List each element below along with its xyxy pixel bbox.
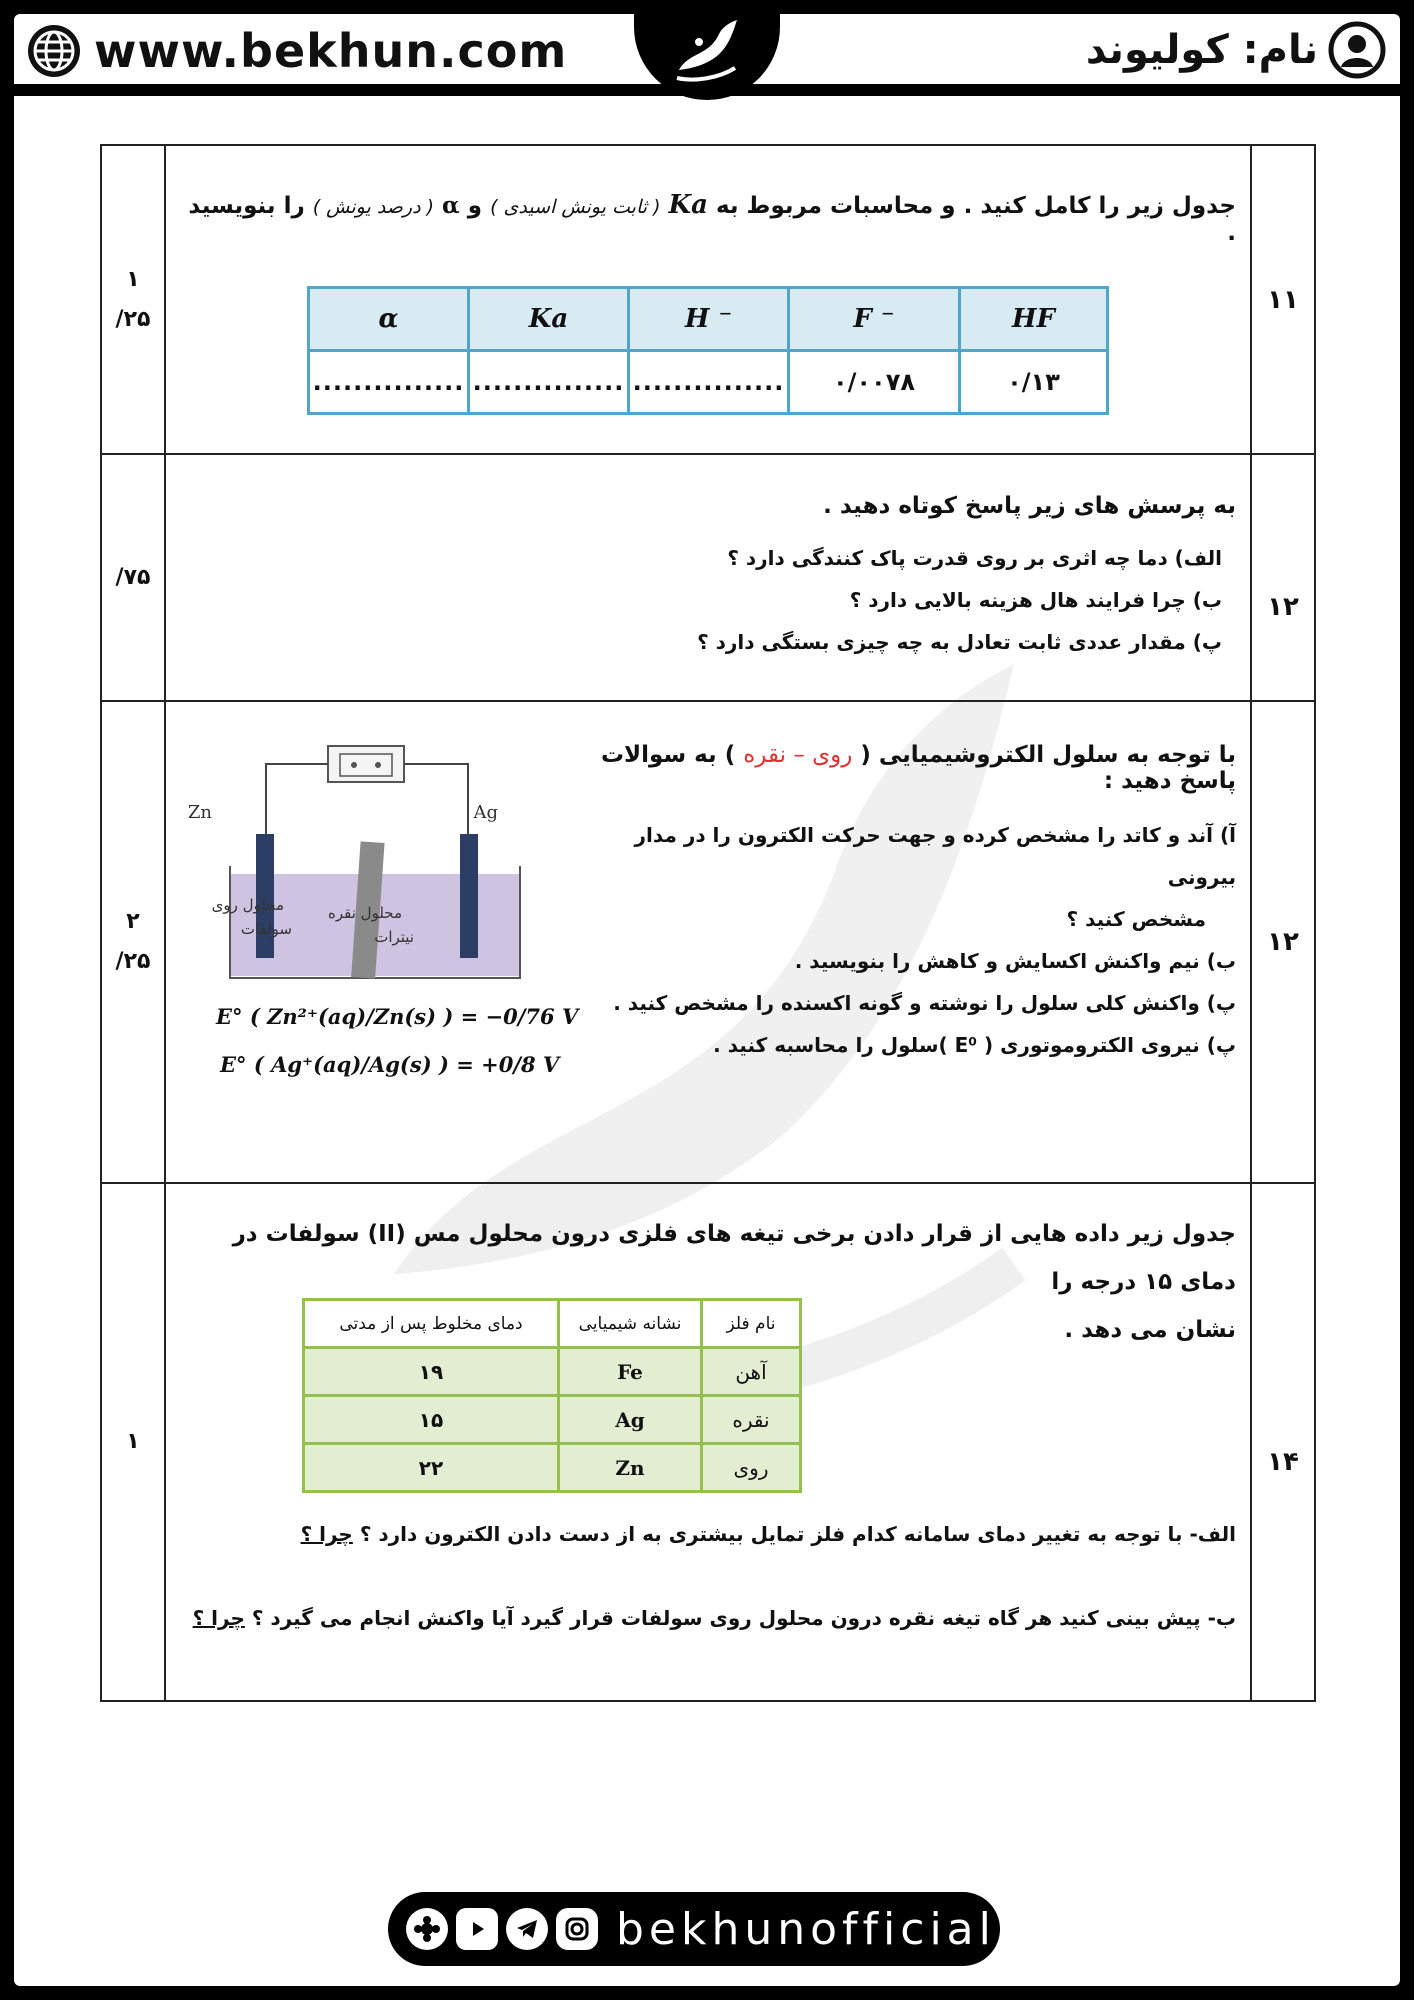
score-cell — [101, 701, 165, 1183]
student-name — [1086, 20, 1386, 80]
bekhun-logo-icon — [659, 12, 755, 92]
score-cell: /۷۵ — [101, 454, 165, 701]
and-word: و — [467, 193, 483, 219]
metal-name: آهن — [702, 1348, 801, 1396]
globe-icon — [26, 23, 82, 79]
header-divider — [14, 84, 1400, 96]
metal-table-row — [304, 1396, 801, 1444]
alpha-symbol: α — [442, 192, 460, 219]
header-alpha: α — [309, 288, 469, 351]
aparat-icon[interactable] — [406, 1908, 448, 1950]
wire-left — [266, 764, 328, 834]
metal-table-row — [304, 1348, 801, 1396]
title-end: را بنویسید . — [188, 193, 1236, 246]
score-cell — [101, 145, 165, 454]
temperature-value: ۲۲ — [304, 1444, 559, 1492]
page — [14, 14, 1400, 1986]
question-item: پ) مقدار عددی ثابت تعادل به چه چیزی بستگی دارد ؟ — [697, 629, 1222, 654]
ka-description: ( ثابت یونش اسیدی ) — [490, 196, 661, 218]
score-bottom: /۲۵ — [115, 306, 151, 332]
question-item-a — [176, 1522, 1236, 1546]
title-text: جدول زیر را کامل کنید . و محاسبات مربوط به — [715, 193, 1236, 219]
symbol-value: Zn — [559, 1444, 702, 1492]
question-content — [165, 701, 1251, 1183]
question-item-continued: مشخص کنید ؟ — [1066, 907, 1206, 931]
ka-symbol: Ka — [668, 190, 708, 220]
metal-name: روی — [702, 1444, 801, 1492]
user-icon — [1328, 21, 1386, 79]
temperature-value: ۱۵ — [304, 1396, 559, 1444]
item-a-why: چرا ؟ — [300, 1522, 353, 1546]
zn-potential-equation: E° ( Zn²⁺(aq)/Zn(s) ) = −0/76 V — [216, 1004, 579, 1029]
ag-solution-label: محلول نقره — [328, 904, 402, 922]
item-b-text: ب- پیش بینی کنید هر گاه تیغه نقره درون محلول روی سولفات قرار گیرد آیا واکنش انجام می گیرد ؟ — [251, 1606, 1236, 1630]
question-row-12b — [101, 701, 1315, 1183]
wire-right — [404, 764, 468, 834]
item-a-text: الف- با توجه به تغییر دمای سامانه کدام فلز تمایل بیشتری به از دست دادن الکترون دارد ؟ — [359, 1522, 1236, 1546]
header-metal: نام فلز — [702, 1300, 801, 1348]
question-item: ب) چرا فرایند هال هزینه بالایی دارد ؟ — [849, 587, 1222, 612]
metal-table-row — [304, 1444, 801, 1492]
symbol-value: Ag — [559, 1396, 702, 1444]
question-title: به پرسش های زیر پاسخ کوتاه دهید . — [823, 492, 1236, 519]
symbol-value: Fe — [559, 1348, 702, 1396]
metal-table-header — [304, 1300, 801, 1348]
question-content — [165, 1183, 1251, 1701]
social-handle[interactable]: bekhunofficial — [616, 1903, 996, 1955]
question-number: ۱۱ — [1251, 145, 1315, 454]
title-highlight: روی – نقره — [743, 742, 853, 768]
question-number: ۱۲ — [1251, 454, 1315, 701]
question-number: ۱۴ — [1251, 1183, 1315, 1701]
ag-solution-label-2: نیترات — [374, 928, 414, 946]
question-number: ۱۲ — [1251, 701, 1315, 1183]
alpha-description: ( درصد یونش ) — [312, 196, 435, 218]
value-alpha: ............... — [309, 351, 469, 414]
site-link[interactable] — [26, 22, 567, 80]
name-label: نام: کولیوند — [1085, 27, 1318, 73]
ag-potential-equation: E° ( Ag⁺(aq)/Ag(s) ) = +0/8 V — [220, 1052, 560, 1077]
page-header — [14, 14, 1400, 84]
question-row-14 — [101, 1183, 1315, 1701]
metal-name: نقره — [702, 1396, 801, 1444]
question-row-12a — [101, 454, 1315, 701]
score-cell: ۱ — [101, 1183, 165, 1701]
score-top: ۲ — [126, 909, 140, 934]
question-title-line: نشان می دهد . — [1064, 1317, 1236, 1343]
question-item: آ) آند و کاتد را مشخص کرده و جهت حرکت الکترون را در مدار بیرونی — [634, 823, 1236, 889]
question-title — [180, 190, 1236, 246]
header-temperature: دمای مخلوط پس از مدتی — [304, 1300, 559, 1348]
question-item: پ) نیروی الکتروموتوری ( E⁰ )سلول را محاسبه کنید . — [713, 1033, 1236, 1057]
value-hf: ۰/۱۳ — [960, 351, 1108, 414]
zn-solution-label-2: سولفات — [240, 920, 292, 938]
header-f: F ⁻ — [789, 288, 960, 351]
question-text-block — [596, 742, 1236, 1066]
header-hf: HF — [960, 288, 1108, 351]
youtube-icon[interactable] — [456, 1908, 498, 1950]
score-top: ۱ — [126, 266, 140, 292]
header-symbol: نشانه شیمیایی — [559, 1300, 702, 1348]
ionization-table-row — [309, 351, 1108, 414]
ag-label: Ag — [473, 802, 498, 823]
question-content — [165, 145, 1251, 454]
question-title — [596, 742, 1236, 794]
instagram-icon[interactable] — [556, 1908, 598, 1950]
value-h: ............... — [629, 351, 789, 414]
header-ka: Ka — [469, 288, 629, 351]
item-b-why: چرا ؟ — [192, 1606, 245, 1630]
questions-table — [100, 144, 1316, 1702]
question-item: پ) واکنش کلی سلول را نوشته و گونه اکسنده را مشخص کنید . — [613, 991, 1236, 1015]
header-h: H ⁻ — [629, 288, 789, 351]
question-item-b — [176, 1606, 1236, 1630]
metal-temperature-table — [302, 1298, 802, 1493]
ionization-table — [307, 286, 1109, 415]
zn-label: Zn — [187, 802, 212, 823]
value-ka: ............... — [469, 351, 629, 414]
question-item: ب) نیم واکنش اکسایش و کاهش را بنویسید . — [794, 949, 1236, 973]
title-start: با توجه به سلول الکتروشیمیایی ( — [860, 742, 1236, 768]
site-url[interactable]: www.bekhun.com — [94, 24, 568, 78]
ag-electrode — [460, 834, 478, 958]
zn-solution-label: محلول روی — [211, 896, 284, 914]
score-bottom: /۲۵ — [115, 949, 151, 974]
value-f: ۰/۰۰۷۸ — [789, 351, 960, 414]
telegram-icon[interactable] — [506, 1908, 548, 1950]
question-item: الف) دما چه اثری بر روی قدرت پاک کنندگی دارد ؟ — [727, 545, 1222, 570]
title-end: ) به سوالات پاسخ دهید : — [600, 742, 1236, 794]
temperature-value: ۱۹ — [304, 1348, 559, 1396]
question-row-11 — [101, 145, 1315, 454]
electrochemical-cell-diagram — [187, 738, 546, 988]
question-content — [165, 454, 1251, 701]
ionization-table-header — [309, 288, 1108, 351]
social-footer — [388, 1892, 1000, 1966]
question-title-line: جدول زیر داده هایی از قرار دادن برخی تیغه های فلزی درون محلول مس (II) سولفات در دمای ۱۵ درجه را — [232, 1221, 1236, 1295]
